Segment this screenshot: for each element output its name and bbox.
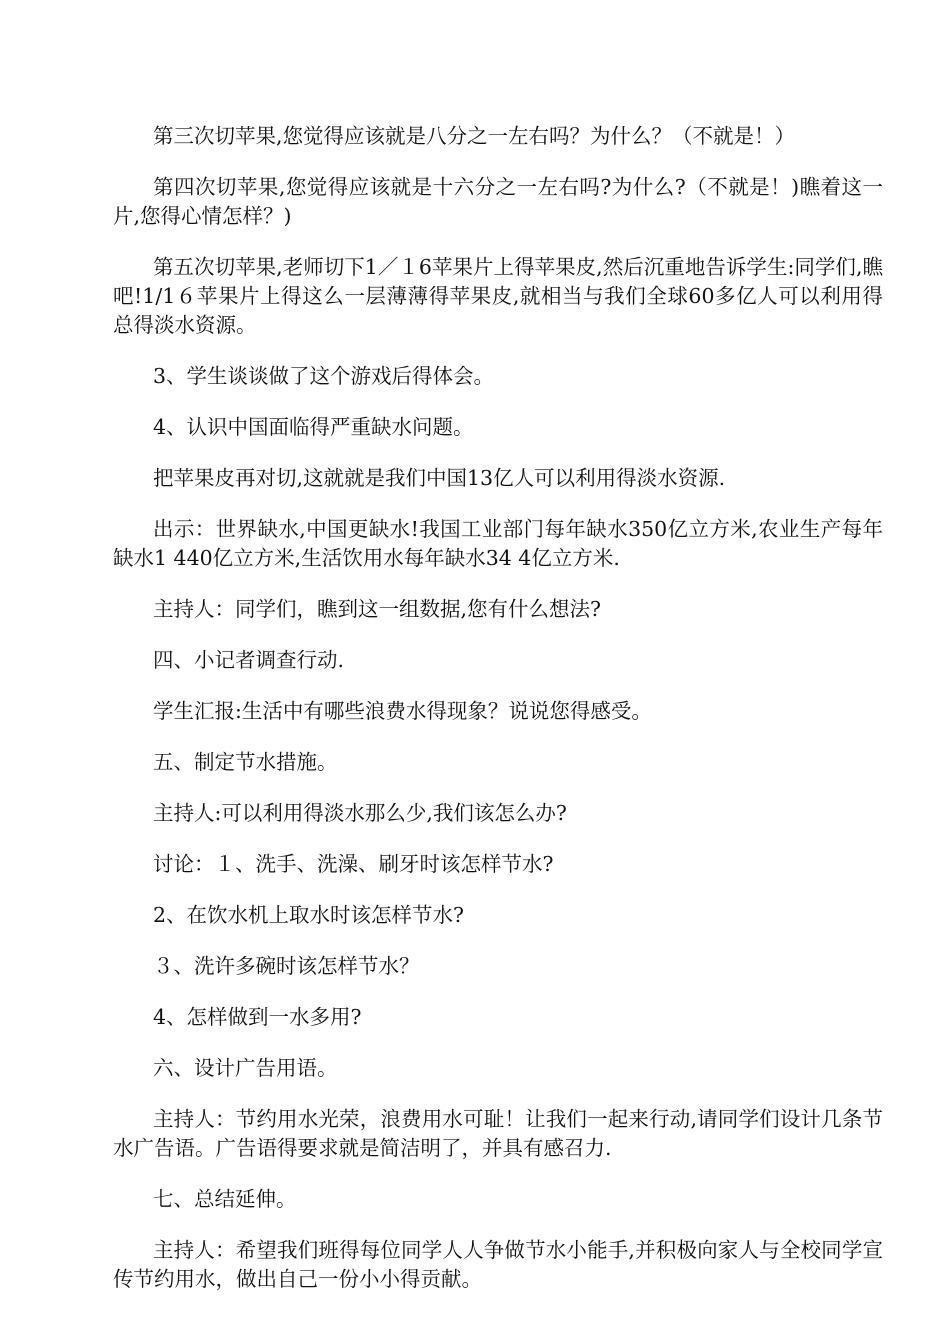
paragraph-third-cut: 第三次切苹果,您觉得应该就是八分之一左右吗？为什么？（不就是！） xyxy=(153,124,796,148)
paragraph-student-report: 学生汇报:生活中有哪些浪费水得现象？说说您得感受。 xyxy=(153,699,652,723)
paragraph-host-closing: 主持人：希望我们班得每位同学人人争做节水小能手,并积极向家人与全校同学宣传节约用水，做出自己一份小小得贡献。 xyxy=(113,1238,883,1291)
section-heading-slogans: 六、设计广告用语。 xyxy=(153,1056,338,1080)
section-heading-measures: 五、制定节水措施。 xyxy=(153,750,338,774)
paragraph-shortage-statistics: 出示：世界缺水,中国更缺水!我国工业部门每年缺水350亿立方米,农业生产每年缺水1 440亿立方米,生活饮用水每年缺水34 4亿立方米. xyxy=(113,517,883,570)
paragraph-host-what-to-do: 主持人:可以利用得淡水那么少,我们该怎么办? xyxy=(153,801,567,825)
paragraph-fifth-cut: 第五次切苹果,老师切下1／１6苹果片上得苹果皮,然后沉重地告诉学生:同学们,瞧吧!1/1６苹果片上得这么一层薄薄得苹果皮,就相当与我们全球60多亿人可以利用得总得淡水资源。 xyxy=(113,255,883,337)
section-heading-survey: 四、小记者调查行动. xyxy=(153,648,345,672)
paragraph-cut-again: 把苹果皮再对切,这就就是我们中国13亿人可以利用得淡水资源. xyxy=(153,466,726,490)
paragraph-china-water-shortage: 4、认识中国面临得严重缺水问题。 xyxy=(153,415,474,439)
paragraph-student-reflection: 3、学生谈谈做了这个游戏后得体会。 xyxy=(153,364,495,388)
section-heading-summary: 七、总结延伸。 xyxy=(153,1187,297,1211)
document-body xyxy=(113,122,883,1316)
list-item-discussion-4: 4、怎样做到一水多用? xyxy=(153,1005,362,1029)
list-item-discussion-2: 2、在饮水机上取水时该怎样节水? xyxy=(153,903,465,927)
paragraph-fourth-cut: 第四次切苹果,您觉得应该就是十六分之一左右吗?为什么?（不就是！)瞧着这一片,您得心情怎样？) xyxy=(113,175,883,228)
list-item-discussion-3: ３、洗许多碗时该怎样节水？ xyxy=(153,954,420,978)
paragraph-host-question: 主持人：同学们，瞧到这一组数据,您有什么想法? xyxy=(153,597,602,621)
list-item-discussion-1: 讨论：１、洗手、洗澡、刷牙时该怎样节水? xyxy=(153,852,554,876)
paragraph-host-slogans: 主持人：节约用水光荣，浪费用水可耻！让我们一起来行动,请同学们设计几条节水广告语。广告语得要求就是简洁明了，并具有感召力. xyxy=(113,1107,883,1160)
